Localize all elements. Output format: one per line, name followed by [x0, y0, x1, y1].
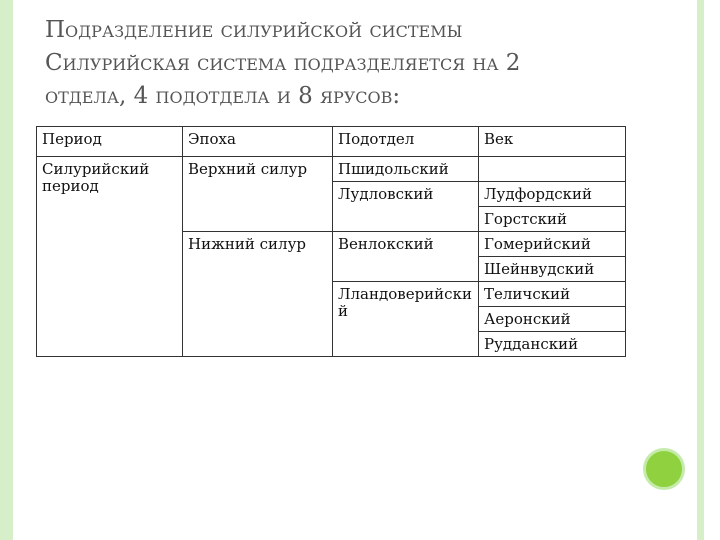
slide-title	[45, 14, 665, 113]
header-period: Период	[37, 127, 183, 157]
title-line-1: Подразделение силурийской системы	[45, 17, 463, 43]
epoch-upper-cell: Верхний силур	[183, 157, 333, 232]
table-header-row	[37, 127, 626, 157]
header-epoch: Эпоха	[183, 127, 333, 157]
subdivision-ludlow: Лудловский	[333, 182, 479, 232]
age-ludford: Лудфордский	[479, 182, 626, 207]
left-decorative-bar	[0, 0, 13, 540]
green-circle-decoration	[643, 448, 685, 490]
age-telych: Теличский	[479, 282, 626, 307]
age-gorst: Горстский	[479, 207, 626, 232]
header-age: Век	[479, 127, 626, 157]
silurian-table	[36, 126, 626, 357]
age-rhuddan: Рудданский	[479, 332, 626, 357]
period-cell: Силурийский период	[37, 157, 183, 357]
title-line-2: Силурийская система подразделяется на 2	[45, 50, 521, 76]
subdivision-wenlock: Венлокский	[333, 232, 479, 282]
age-aeron: Аеронский	[479, 307, 626, 332]
age-homer: Гомерийский	[479, 232, 626, 257]
title-line-3: отдела, 4 подотдела и 8 ярусов:	[45, 83, 401, 109]
age-empty-cell	[479, 157, 626, 182]
subdivision-llandovery: Лландоверийский	[333, 282, 479, 357]
table-row	[37, 157, 626, 182]
right-decorative-bar	[697, 0, 704, 540]
subdivision-pridoli: Пшидольский	[333, 157, 479, 182]
age-sheinwood: Шейнвудский	[479, 257, 626, 282]
header-subdivision: Подотдел	[333, 127, 479, 157]
epoch-lower-cell: Нижний силур	[183, 232, 333, 357]
